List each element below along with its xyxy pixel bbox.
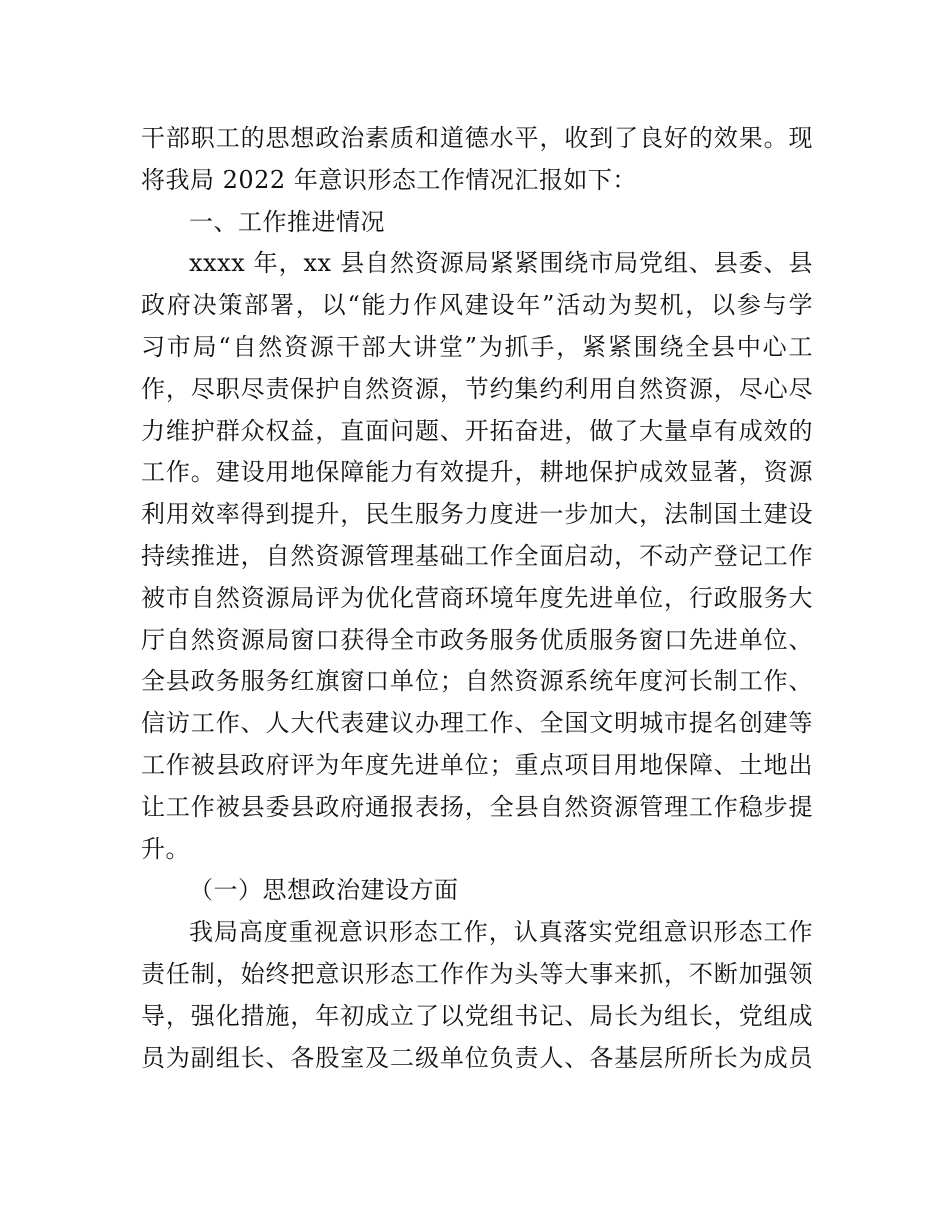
paragraph-line: 升。 [141, 834, 190, 863]
paragraph-line: 让工作被县委县政府通报表扬，全县自然资源管理工作稳步提 [141, 792, 813, 821]
paragraph-line: 被市自然资源局评为优化营商环境年度先进单位，行政服务大 [141, 583, 813, 612]
paragraph-line: 责任制，始终把意识形态工作作为头等大事来抓，不断加强领 [141, 959, 813, 988]
paragraph-line: 力维护群众权益，直面问题、开拓奋进，做了大量卓有成效的 [141, 416, 813, 445]
paragraph-line: 导，强化措施，年初成立了以党组书记、局长为组长，党组成 [141, 1001, 813, 1030]
paragraph-line: 作，尽职尽责保护自然资源，节约集约利用自然资源，尽心尽 [141, 374, 813, 403]
paragraph-line: 全县政务服务红旗窗口单位；自然资源系统年度河长制工作、 [141, 667, 813, 696]
paragraph-line: 政府决策部署，以“能力作风建设年”活动为契机，以参与学 [141, 291, 813, 320]
paragraph-line: 持续推进，自然资源管理基础工作全面启动，不动产登记工作 [141, 541, 813, 570]
paragraph-line: 厅自然资源局窗口获得全市政务服务优质服务窗口先进单位、 [141, 625, 813, 654]
paragraph-line: 习市局“自然资源干部大讲堂”为抓手，紧紧围绕全县中心工 [141, 332, 813, 361]
paragraph-line: 员为副组长、各股室及二级单位负责人、各基层所所长为成员 [141, 1043, 813, 1072]
paragraph-line: 将我局 2022 年意识形态工作情况汇报如下： [141, 165, 637, 194]
subsection-heading: （一）思想政治建设方面 [189, 876, 459, 905]
paragraph-line: 干部职工的思想政治素质和道德水平，收到了良好的效果。现 [141, 124, 813, 152]
paragraph-line: 信访工作、人大代表建议办理工作、全国文明城市提名创建等 [141, 709, 813, 738]
paragraph-line: 工作被县政府评为年度先进单位；重点项目用地保障、土地出 [141, 750, 813, 779]
paragraph-line: 工作。建设用地保障能力有效提升，耕地保护成效显著，资源 [141, 458, 813, 487]
document-body [141, 118, 813, 1079]
paragraph-line: xxxx 年，xx 县自然资源局紧紧围绕市局党组、县委、县 [189, 249, 813, 278]
paragraph-line: 我局高度重视意识形态工作，认真落实党组意识形态工作 [189, 918, 813, 947]
paragraph-line: 利用效率得到提升，民生服务力度进一步加大，法制国土建设 [141, 500, 813, 529]
section-heading: 一、工作推进情况 [189, 207, 385, 236]
